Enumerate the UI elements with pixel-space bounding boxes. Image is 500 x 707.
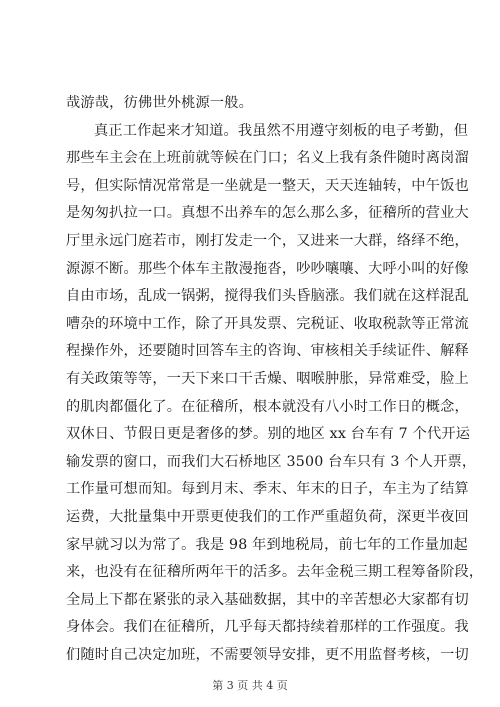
text-line: 真正工作起来才知道。我虽然不用遵守刻板的电子考勤，但	[94, 122, 469, 139]
text-line: 哉游哉，彷佛世外桃源一般。	[66, 95, 254, 111]
text-line: 厅里永远门庭若市，刚打发走一个，又进来一大群，络绎不绝，	[66, 232, 469, 249]
body-text	[66, 90, 484, 669]
text-line: 全局上下都在紧张的录入基础数据，其中的辛苦想必大家都有切	[66, 591, 469, 608]
text-line: 号，但实际情况常常是一坐就是一整天，天天连轴转，中午饭也	[66, 177, 469, 194]
text-line: 来，也没有在征稽所两年干的活多。去年金税三期工程筹备阶段，	[66, 564, 484, 581]
text-line: 们随时自己决定加班，不需要领导安排，更不用监督考核，一切	[66, 646, 469, 663]
text-line: 运费，大批量集中开票更使我们的工作严重超负荷，深更半夜回	[66, 508, 469, 525]
text-line: 自由市场，乱成一锅粥，搅得我们头昏脑涨。我们就在这样混乱	[66, 288, 469, 305]
text-line: 嘈杂的环境中工作，除了开具发票、完税证、收取税款等正常流	[66, 315, 469, 332]
text-line: 源源不断。那些个体车主散漫拖沓，吵吵嚷嚷、大呼小叫的好像	[66, 260, 469, 277]
text-line: 的肌肉都僵化了。在征稽所，根本就没有八小时工作日的概念，	[66, 398, 469, 415]
text-line: 程操作外，还要随时回答车主的咨询、审核相关手续证件、解释	[66, 343, 469, 360]
text-line: 身体会。我们在征稽所，几乎每天都持续着那样的工作强度。我	[66, 619, 469, 636]
text-line: 那些车主会在上班前就等候在门口；名义上我有条件随时离岗溜	[66, 150, 469, 167]
page-number-footer: 第 3 页 共 4 页	[212, 679, 288, 692]
text-line: 输发票的窗口，而我们大石桥地区 3500 台车只有 3 个人开票，	[66, 453, 477, 470]
text-line: 有关政策等等，一天下来口干舌燥、咽喉肿胀，异常难受，脸上	[66, 370, 469, 387]
text-line: 双休日、节假日更是奢侈的梦。别的地区 xx 台车有 7 个代开运	[66, 426, 471, 443]
text-line: 是匆匆扒拉一口。真想不出养车的怎么那么多，征稽所的营业大	[66, 205, 469, 222]
text-line: 工作量可想而知。每到月末、季末、年末的日子，车主为了结算	[66, 481, 469, 498]
text-line: 家早就习以为常了。我是 98 年到地税局，前七年的工作量加起	[66, 536, 468, 553]
